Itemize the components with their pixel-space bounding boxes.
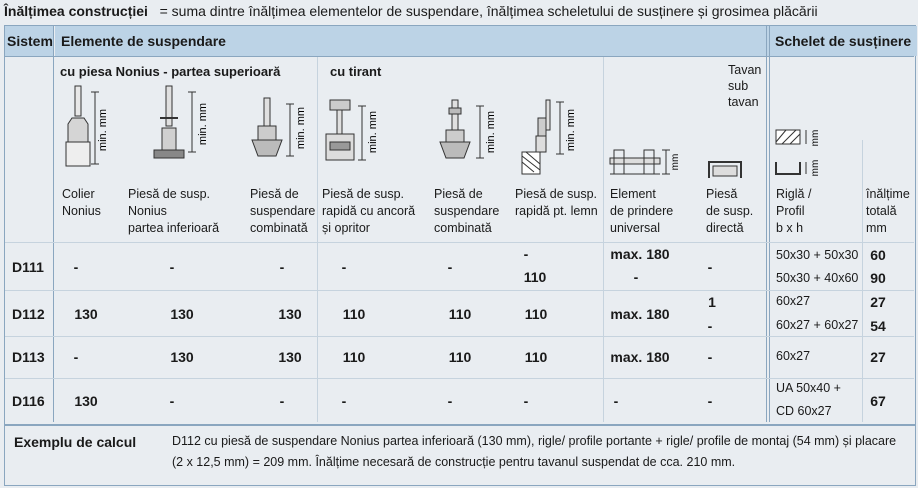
table-cell: 130 <box>170 349 194 365</box>
svg-text:mm: mm <box>810 159 821 177</box>
table-cell: 54 <box>870 318 886 334</box>
calculation-example-text-2: (2 x 12,5 mm) = 209 mm. Înălțime necesară de construcție pentru tavanul suspendat de cca. 210 mm. <box>172 455 736 469</box>
combined-hanger-icon <box>250 96 312 176</box>
table-cell: - <box>633 269 639 285</box>
table-cell: 110 <box>523 269 547 285</box>
table-cell: 60x27 <box>776 349 811 363</box>
table-cell: - <box>707 349 713 365</box>
nonius-lower-icon <box>152 84 222 180</box>
table-cell: 110 <box>342 349 366 365</box>
calculation-example-label: Exemplu de calcul <box>14 434 137 450</box>
table-cell: 130 <box>74 306 98 322</box>
table-cell: 110 <box>448 349 472 365</box>
table-cell: - <box>613 393 619 409</box>
col-combined-1: Piesă de suspendare combinată <box>250 187 316 235</box>
table-cell: 130 <box>278 306 302 322</box>
calculation-example-text-1: D112 cu piesă de suspendare Nonius partea inferioară (130 mm), rigle/ profile portante + rigle/ profile de montaj (54 mm) și placare <box>172 434 897 448</box>
table-cell: 27 <box>870 349 886 365</box>
col-quick-anchor: Piesă de susp. rapidă cu ancoră și opritor <box>322 187 416 235</box>
group-nonius: cu piesa Nonius - partea superioară <box>60 64 281 79</box>
table-cell: - <box>341 259 347 275</box>
definition-term: Înălțimea construcției <box>4 3 148 19</box>
wood-quick-hanger-icon <box>520 96 584 178</box>
table-cell: 1 <box>708 294 716 310</box>
definition-text: = suma dintre înălțimea elementelor de suspendare, înălțimea scheletului de susținere și grosimea plăcării <box>159 3 818 19</box>
table-cell: 110 <box>524 306 548 322</box>
table-cell: - <box>707 259 713 275</box>
direct-hanger-icon <box>707 158 743 180</box>
table-cell: 67 <box>870 393 886 409</box>
table-cell: 110 <box>524 349 548 365</box>
svg-text:min. mm: min. mm <box>197 102 209 146</box>
table-cell: 50x30 + 40x60 <box>776 271 859 285</box>
svg-text:min. mm: min. mm <box>367 110 379 154</box>
tie-combined-hanger-icon <box>438 98 500 176</box>
table-cell: 130 <box>74 393 98 409</box>
table-cell: - <box>523 393 529 409</box>
table-cell: max. 180 <box>610 246 670 262</box>
table-cell: - <box>169 393 175 409</box>
header-sistem: Sistem <box>5 26 54 56</box>
table-cell: 60x27 + 60x27 <box>776 318 859 332</box>
table-cell: 60 <box>870 247 886 263</box>
table-cell: 130 <box>170 306 194 322</box>
table-cell: - <box>707 318 713 334</box>
table-cell: max. 180 <box>610 349 670 365</box>
col-universal: Element de prindere universal <box>610 187 674 235</box>
row-d112-sistem: D112 <box>12 306 45 322</box>
svg-text:mm: mm <box>810 129 821 147</box>
col-combined-2: Piesă de suspendare combinată <box>434 187 500 235</box>
svg-text:min. mm: min. mm <box>295 106 307 150</box>
col-total-height: înălțime totală mm <box>866 187 910 235</box>
table-cell: - <box>447 393 453 409</box>
row-d116-sistem: D116 <box>12 393 45 409</box>
header-schelet: Schelet de susținere <box>771 26 917 56</box>
group-tirant: cu tirant <box>330 64 382 79</box>
table-cell: - <box>523 246 529 262</box>
row-d113-sistem: D113 <box>12 349 45 365</box>
table-cell: CD 60x27 <box>776 404 832 418</box>
col-profile: Riglă / Profil b x h <box>776 187 812 235</box>
row-d111-sistem: D111 <box>12 259 44 275</box>
table-cell: 130 <box>278 349 302 365</box>
table-cell: - <box>447 259 453 275</box>
table-cell: - <box>169 259 175 275</box>
universal-connector-icon <box>608 146 694 178</box>
colier-nonius-icon <box>62 84 110 180</box>
svg-text:min. mm: min. mm <box>97 108 109 152</box>
profile-section-icon <box>774 126 840 182</box>
table-cell: 60x27 <box>776 294 811 308</box>
table-cell: - <box>73 259 79 275</box>
svg-text:min. mm: min. mm <box>565 108 577 152</box>
svg-text:min. mm: min. mm <box>485 110 497 154</box>
table-cell: 27 <box>870 294 886 310</box>
group-tavan: Tavan sub tavan <box>728 63 762 109</box>
table-cell: UA 50x40 + <box>776 381 841 395</box>
table-cell: - <box>279 259 285 275</box>
table-cell: 50x30 + 50x30 <box>776 248 859 262</box>
table-cell: - <box>341 393 347 409</box>
col-colier-nonius: Colier Nonius <box>62 187 101 218</box>
table-cell: - <box>73 349 79 365</box>
table-cell: 110 <box>342 306 366 322</box>
table-cell: max. 180 <box>610 306 670 322</box>
quick-anchor-hanger-icon <box>322 98 382 176</box>
table-cell: - <box>707 393 713 409</box>
svg-text:mm: mm <box>670 153 681 171</box>
table-cell: 90 <box>870 270 886 286</box>
table-cell: 110 <box>448 306 472 322</box>
col-wood-quick: Piesă de susp. rapidă pt. lemn <box>515 187 598 218</box>
construction-height-definition <box>4 3 818 19</box>
col-direct: Piesă de susp. directă <box>706 187 754 235</box>
col-nonius-lower: Piesă de susp. Nonius partea inferioară <box>128 187 220 235</box>
table-cell: - <box>279 393 285 409</box>
header-elemente: Elemente de suspendare <box>55 26 771 56</box>
